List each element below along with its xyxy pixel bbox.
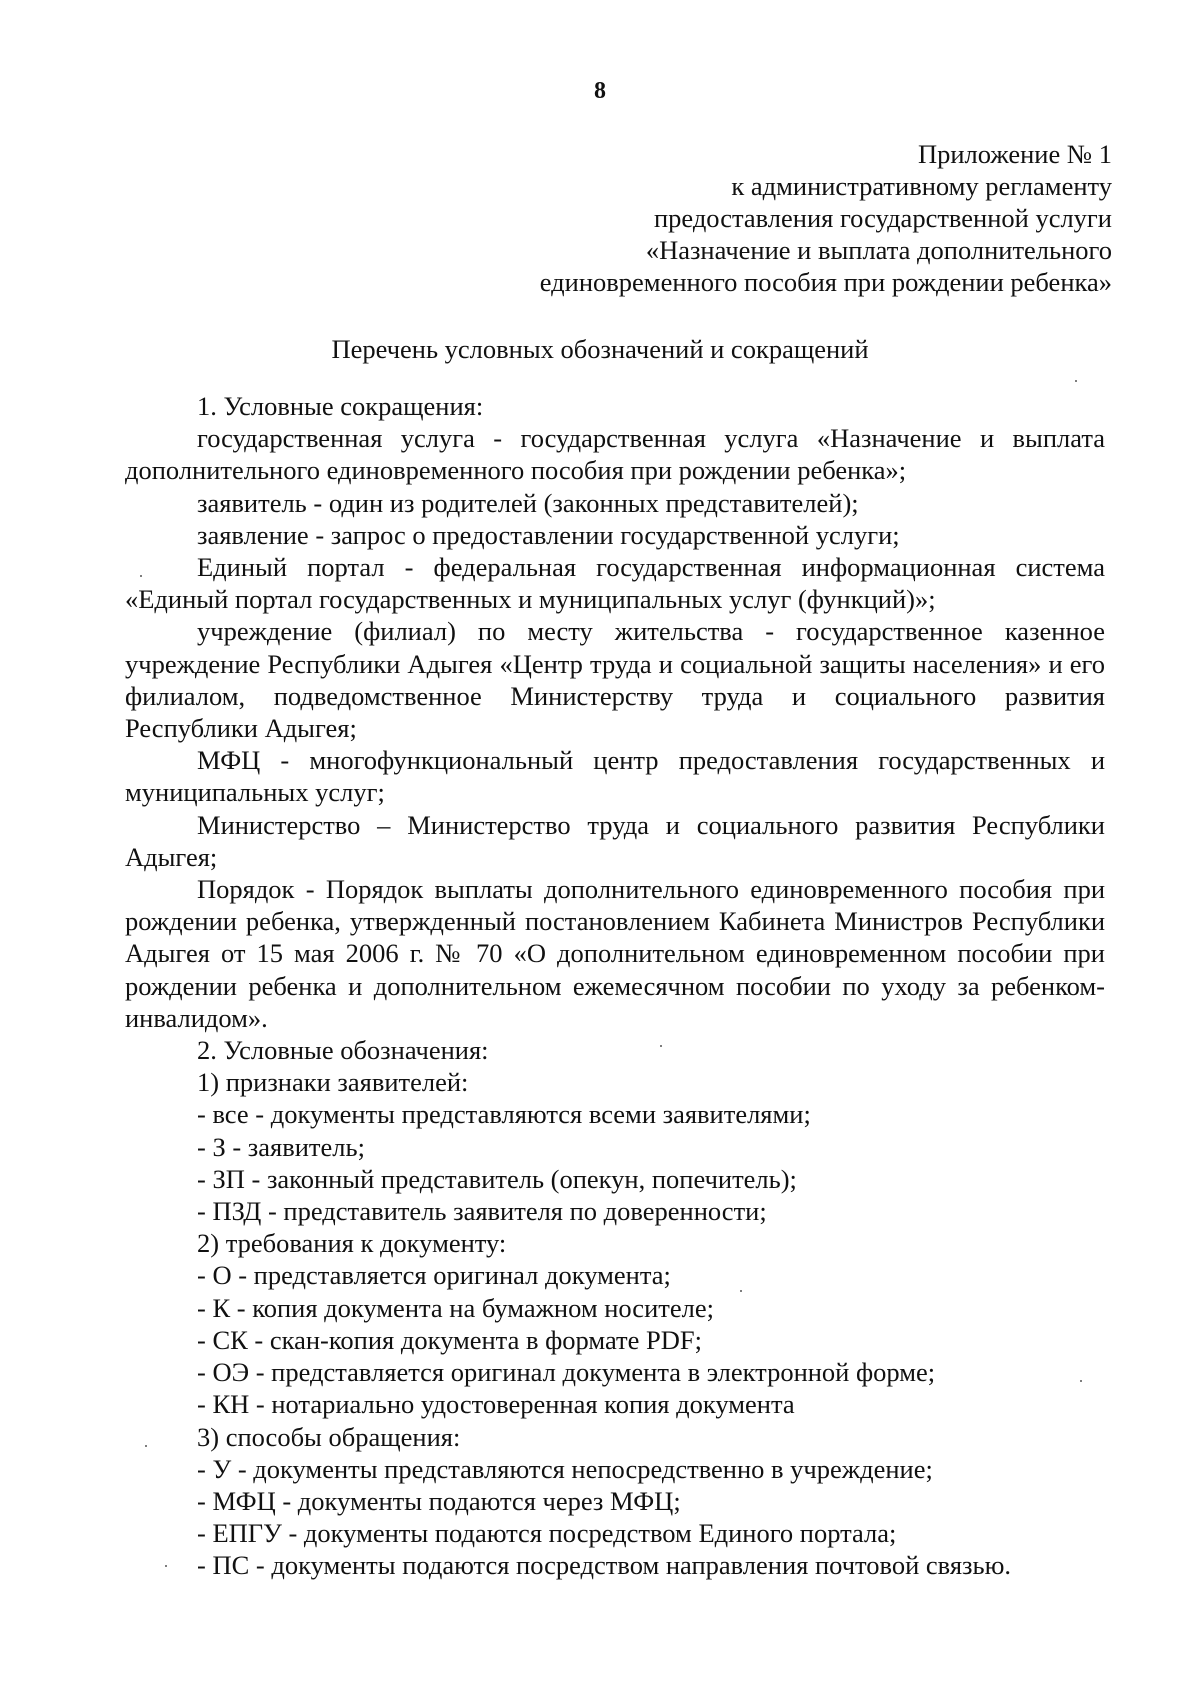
definition-paragraph: МФЦ - многофункциональный центр предоставления государственных и муниципальных услуг; xyxy=(125,745,1105,808)
list-item: - СК - скан-копия документа в формате PDF; xyxy=(197,1324,702,1355)
list-item: - ЕПГУ - документы подаются посредством Единого портала; xyxy=(197,1518,897,1549)
list-item: - все - документы представляются всеми заявителями; xyxy=(197,1099,811,1130)
definition-paragraph: заявление - запрос о предоставлении государственной услуги; xyxy=(197,519,900,550)
scan-speck xyxy=(1075,380,1077,382)
appendix-header xyxy=(540,138,1112,298)
list-item: - О - представляется оригинал документа; xyxy=(197,1260,671,1291)
appendix-line: к административному регламенту xyxy=(731,171,1112,201)
scan-speck xyxy=(140,575,142,577)
scan-speck xyxy=(660,1045,662,1047)
page-number: 8 xyxy=(594,78,606,104)
subsection-heading: 3) способы обращения: xyxy=(197,1421,461,1452)
scan-speck xyxy=(165,1565,167,1567)
definition-paragraph: государственная услуга - государственная услуга «Назначение и выплата дополнительного единовременного пособия при рождении ребенка»; xyxy=(125,423,1105,486)
list-item: - МФЦ - документы подаются через МФЦ; xyxy=(197,1485,681,1516)
section-heading: 2. Условные обозначения: xyxy=(197,1035,489,1066)
appendix-line: предоставления государственной услуги xyxy=(653,203,1112,233)
list-item: - ОЭ - представляется оригинал документа в электронной форме; xyxy=(197,1357,936,1388)
list-item: - З - заявитель; xyxy=(197,1131,365,1162)
appendix-line: Приложение № 1 xyxy=(917,139,1112,169)
document-body xyxy=(125,390,1105,1582)
appendix-line: «Назначение и выплата дополнительного xyxy=(645,235,1112,265)
definition-paragraph: учреждение (филиал) по месту жительства - государственное казенное учреждение Республики Адыгея «Центр труда и социальной защиты населения» и его филиалом, подведомственное Министерству труда и социального развития Республики Адыгея; xyxy=(125,616,1105,744)
section-heading: 1. Условные сокращения: xyxy=(197,391,484,421)
subsection-heading: 2) требования к документу: xyxy=(197,1228,507,1259)
appendix-line: единовременного пособия при рождении ребенка» xyxy=(539,267,1112,297)
list-item: - ПС - документы подаются посредством направления почтовой связью. xyxy=(197,1550,1011,1581)
definition-paragraph: заявитель - один из родителей (законных представителей); xyxy=(197,487,859,518)
scan-speck xyxy=(145,1445,147,1447)
list-item: - ПЗД - представитель заявителя по доверенности; xyxy=(197,1196,767,1227)
list-item: - К - копия документа на бумажном носителе; xyxy=(197,1292,714,1323)
list-item: - ЗП - законный представитель (опекун, попечитель); xyxy=(197,1163,797,1194)
definition-paragraph: Единый портал - федеральная государственная информационная система «Единый портал государственных и муниципальных услуг (функций)»; xyxy=(125,552,1105,615)
list-item: - У - документы представляются непосредственно в учреждение; xyxy=(197,1453,933,1484)
scan-speck xyxy=(740,1290,742,1292)
document-title: Перечень условных обозначений и сокращений xyxy=(331,334,869,364)
scan-speck xyxy=(1080,1380,1082,1382)
list-item: - КН - нотариально удостоверенная копия документа xyxy=(197,1389,795,1420)
subsection-heading: 1) признаки заявителей: xyxy=(197,1067,469,1098)
definition-paragraph: Порядок - Порядок выплаты дополнительного единовременного пособия при рождении ребенка, утвержденный постановлением Кабинета Министров Республики Адыгея от 15 мая 2006 г. № 70 «О дополнительном единовременном пособии при рождении ребенка и дополнительном ежемесячном пособии по уходу за ребенком-инвалидом». xyxy=(125,874,1105,1033)
definition-paragraph: Министерство – Министерство труда и социального развития Республики Адыгея; xyxy=(125,809,1105,872)
